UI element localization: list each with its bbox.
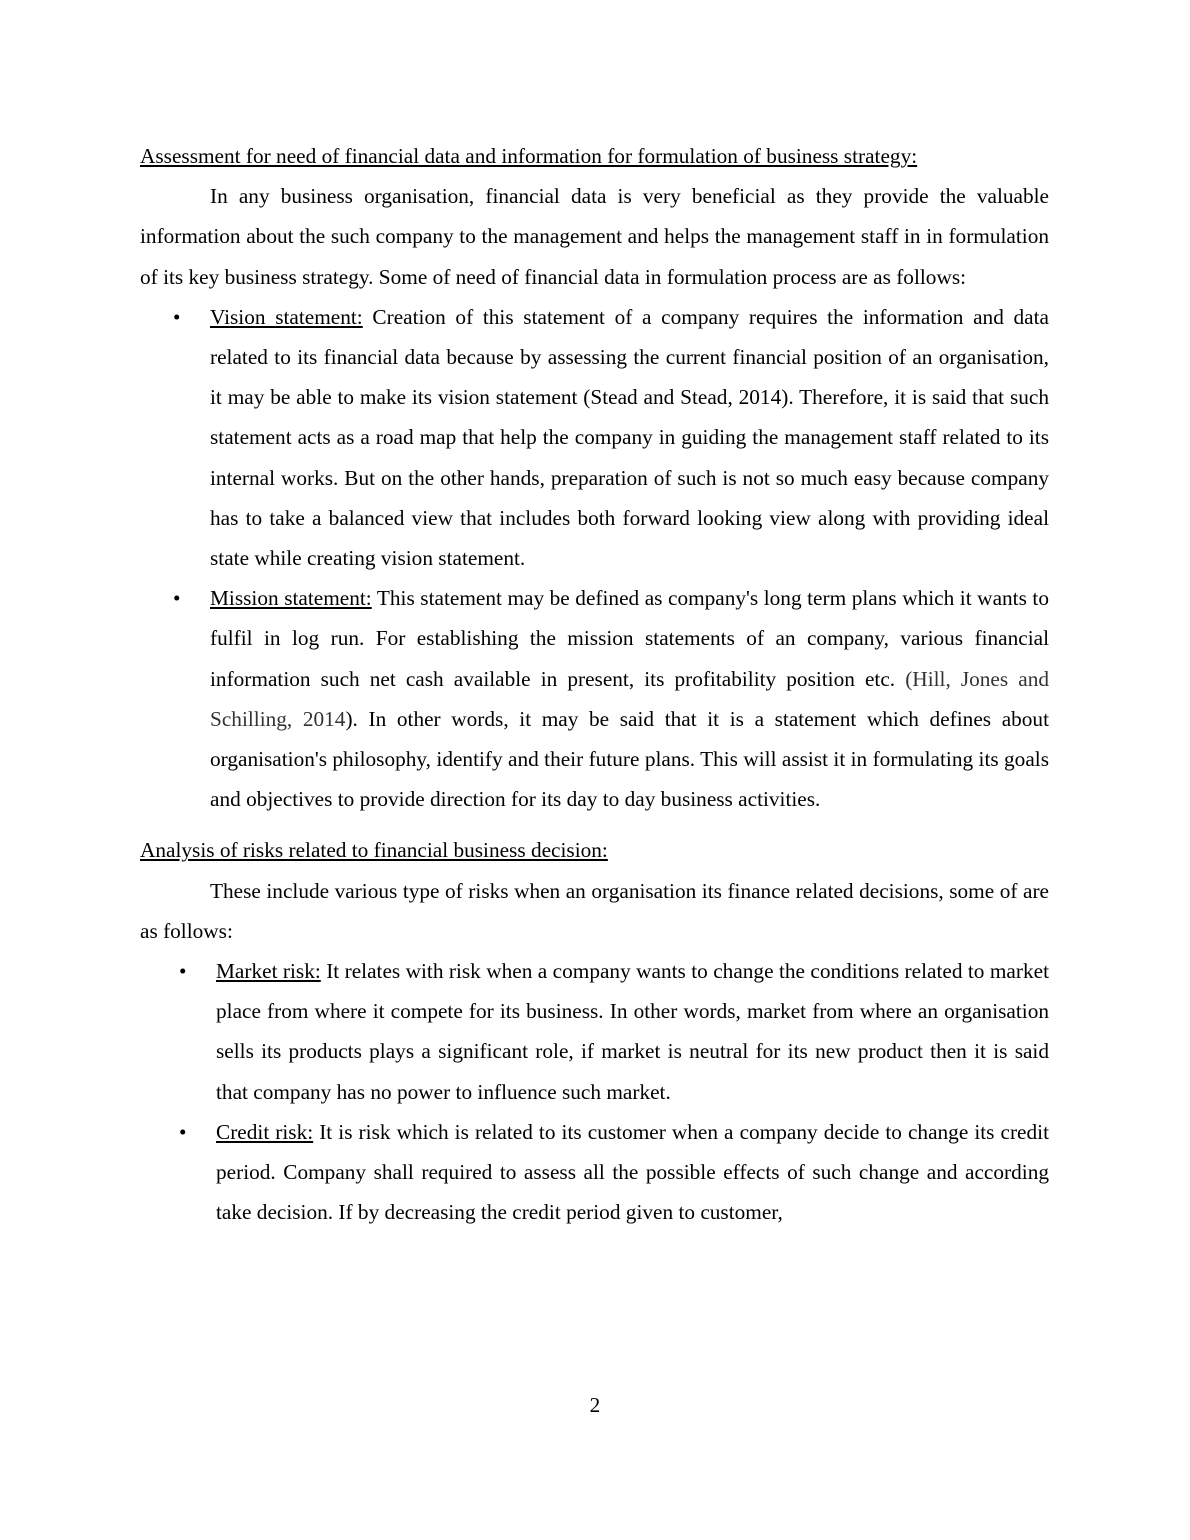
term-credit-risk: Credit risk: (216, 1119, 314, 1144)
term-vision-statement: Vision statement: (210, 304, 363, 329)
item-text: Creation of this statement of a company requires the information and data related to its financial data because by assessing the current financial position of an organisation, it may be able to make its vision statement (Stead and Stead, 2014). Therefore, it is said that such statement acts as a road map that help the company in guiding the management staff related to its internal works. But on the other hands, preparation of such is not so much easy because company has to take a balanced view that includes both forward looking view along with providing ideal state while creating vision statement. (210, 304, 1049, 571)
item-text: ). In other words, it may be said that it is a statement which defines about organisation's philosophy, identify and their future plans. This will assist it in formulating its goals and objectives to provide direction for its day to day business activities. (210, 706, 1050, 812)
bullet-icon: • (179, 959, 187, 984)
list-item-vision-statement (140, 297, 1049, 578)
section-heading-financial-data: Assessment for need of financial data and information for formulation of business strategy: (140, 144, 918, 168)
list-item-mission-statement (140, 578, 1049, 819)
bullet-list-strategy (140, 297, 1049, 820)
list-item-market-risk (140, 951, 1049, 1112)
item-text: This statement may be defined as company's long term plans which it wants to fulfil in log run. For establishing the mission statements of an company, various financial information such net cash available in present, its profitability position etc. (210, 586, 1049, 691)
section-intro-paragraph: These include various type of risks when an organisation its finance related decisions, some of are as follows: (140, 878, 1049, 943)
term-market-risk: Market risk: (216, 959, 321, 984)
item-text: It is risk which is related to its customer when a company decide to change its credit period. Company shall required to assess all the possible effects of such change and according take decision. If by decreasing the credit period given to customer, (216, 1119, 1049, 1225)
bullet-icon: • (173, 586, 181, 611)
bullet-list-risks (140, 951, 1049, 1232)
page-content (140, 136, 1049, 1232)
bullet-icon: • (179, 1119, 187, 1144)
bullet-icon: • (173, 304, 181, 329)
section-heading-risks: Analysis of risks related to financial business decision: (140, 838, 608, 863)
page-number: 2 (589, 1393, 601, 1417)
citation: (Hill, Jones and Schilling, 2014 (210, 666, 1050, 731)
list-item-credit-risk (140, 1112, 1049, 1233)
term-mission-statement: Mission statement: (210, 586, 372, 611)
item-text: It relates with risk when a company wants to change the conditions related to market place from where it compete for its business. In other words, market from where an organisation sells its products plays a significant role, if market is neutral for its new product then it is said that company has no power to influence such market. (216, 959, 1049, 1104)
section-intro-paragraph: In any business organisation, financial data is very beneficial as they provide the valuable information about the such company to the management and helps the management staff in in formulation of its key business strategy. Some of need of financial data in formulation process are as follows: (140, 184, 1049, 289)
